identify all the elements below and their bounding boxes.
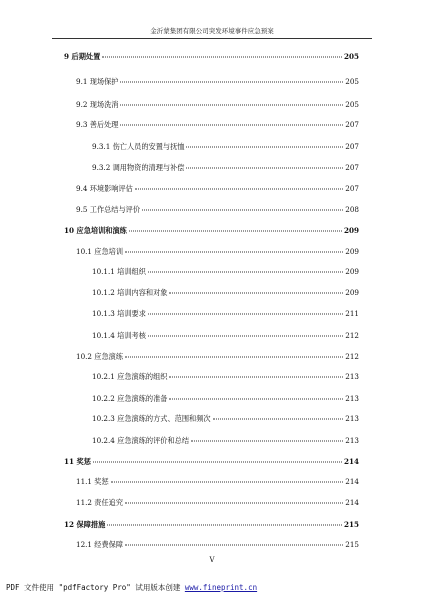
toc-entry[interactable]	[76, 184, 359, 194]
toc-entry-page: 209	[345, 247, 359, 256]
toc-entry-label: 10.2.2 应急演练的准备	[92, 394, 168, 403]
toc-entry[interactable]	[92, 267, 359, 277]
toc-entry-label: 10 应急培训和演练	[64, 226, 127, 235]
toc-leader-dots	[125, 252, 343, 253]
toc-entry[interactable]	[76, 498, 359, 508]
toc-entry-label: 10.1.4 培训考核	[92, 331, 146, 340]
toc-entry-page: 207	[345, 184, 359, 193]
toc-leader-dots	[191, 441, 343, 442]
toc-entry[interactable]	[64, 520, 359, 530]
toc-entry[interactable]	[64, 457, 359, 467]
header-title: 金沂蒙集团有限公司突发环境事件应急预案	[150, 27, 274, 35]
toc-entry-page: 214	[345, 477, 359, 486]
toc-entry-label: 10.1 应急培训	[76, 247, 124, 256]
toc-leader-dots	[148, 336, 343, 337]
toc-entry-page: 215	[345, 540, 359, 549]
toc-entry[interactable]	[76, 247, 359, 257]
toc-leader-dots	[142, 210, 343, 211]
toc-entry[interactable]	[92, 163, 359, 173]
toc-leader-dots	[125, 357, 343, 358]
toc-entry-page: 212	[345, 352, 359, 361]
toc-entry-label: 9 后期处置	[64, 52, 101, 61]
toc-entry[interactable]	[76, 100, 359, 110]
toc-entry[interactable]	[92, 331, 359, 341]
toc-leader-dots	[125, 545, 343, 546]
toc-entry-label: 9.4 环境影响评估	[76, 184, 133, 193]
toc-entry-page: 209	[345, 267, 359, 276]
toc-leader-dots	[93, 462, 342, 463]
toc-entry[interactable]	[92, 288, 359, 298]
toc-entry-page: 207	[345, 142, 359, 151]
toc-entry[interactable]	[76, 477, 359, 487]
toc-entry-label: 11 奖惩	[64, 457, 91, 466]
toc-entry[interactable]	[76, 540, 359, 550]
toc-leader-dots	[169, 293, 343, 294]
toc-entry-label: 10.1.3 培训要求	[92, 309, 146, 318]
toc-leader-dots	[102, 57, 342, 58]
toc-leader-dots	[186, 147, 343, 148]
toc-leader-dots	[129, 231, 342, 232]
toc-leader-dots	[148, 272, 343, 273]
toc-entry-label: 10.2.4 应急演练的评价和总结	[92, 436, 190, 445]
toc-leader-dots	[125, 503, 343, 504]
toc-entry[interactable]	[92, 414, 359, 424]
toc-entry-page: 205	[345, 77, 359, 86]
toc-entry[interactable]	[76, 77, 359, 87]
toc-leader-dots	[148, 314, 343, 315]
toc-entry-page: 208	[345, 205, 359, 214]
toc-entry-label: 9.1 现场保护	[76, 77, 119, 86]
toc-entry-label: 9.5 工作总结与评价	[76, 205, 141, 214]
toc-entry[interactable]	[76, 205, 359, 215]
toc-entry[interactable]	[92, 436, 359, 446]
toc-entry-page: 214	[345, 498, 359, 507]
toc-entry-page: 212	[345, 331, 359, 340]
toc-leader-dots	[120, 105, 343, 106]
toc-leader-dots	[169, 377, 343, 378]
toc-entry-page: 213	[345, 436, 359, 445]
toc-entry-label: 10.2.3 应急演练的方式、范围和频次	[92, 414, 211, 423]
toc-leader-dots	[135, 189, 343, 190]
toc-entry-page: 207	[345, 163, 359, 172]
toc-entry-label: 10.1.2 培训内容和对象	[92, 288, 168, 297]
page-header	[52, 26, 372, 39]
toc-entry[interactable]	[64, 52, 359, 62]
toc-entry-page: 214	[343, 457, 359, 466]
toc-entry-page: 215	[343, 520, 359, 529]
page-number: V	[209, 556, 215, 564]
toc-entry[interactable]	[92, 309, 359, 319]
footer-link[interactable]: www.fineprint.cn	[184, 583, 258, 592]
toc-entry-label: 9.2 现场洗消	[76, 100, 119, 109]
toc-entry-page: 207	[345, 120, 359, 129]
toc-leader-dots	[169, 399, 343, 400]
toc-entry-label: 12.1 经费保障	[76, 540, 124, 549]
toc-leader-dots	[111, 482, 344, 483]
toc-entry-page: 209	[343, 226, 359, 235]
toc-entry-label: 9.3 善后处理	[76, 120, 119, 129]
toc-entry-page: 211	[345, 309, 359, 318]
toc-entry-label: 12 保障措施	[64, 520, 106, 529]
toc-entry[interactable]	[76, 352, 359, 362]
toc-entry-page: 213	[345, 414, 359, 423]
toc-entry-label: 11.2 责任追究	[76, 498, 124, 507]
toc-entry[interactable]	[92, 394, 359, 404]
toc-leader-dots	[107, 525, 342, 526]
toc-entry-label: 10.2.1 应急演练的组织	[92, 372, 168, 381]
toc-entry[interactable]	[92, 372, 359, 382]
toc-entry-page: 205	[345, 100, 359, 109]
toc-leader-dots	[120, 82, 343, 83]
toc-leader-dots	[120, 125, 343, 126]
toc-entry-label: 9.3.1 伤亡人员的安置与抚恤	[92, 142, 185, 151]
toc-entry-label: 9.3.2 调用物资的清理与补偿	[92, 163, 185, 172]
toc-entry[interactable]	[76, 120, 359, 130]
toc-leader-dots	[213, 419, 344, 420]
toc-entry[interactable]	[92, 142, 359, 152]
toc-entry[interactable]	[64, 226, 359, 236]
toc-entry-page: 213	[345, 394, 359, 403]
toc-leader-dots	[186, 168, 343, 169]
toc-entry-label: 10.2 应急演练	[76, 352, 124, 361]
toc-entry-page: 205	[343, 52, 359, 61]
footer-text: PDF 文件使用 "pdfFactory Pro" 试用版本创建	[6, 583, 185, 592]
toc-entry-page: 209	[345, 288, 359, 297]
toc-entry-page: 213	[345, 372, 359, 381]
toc-entry-label: 11.1 奖惩	[76, 477, 109, 486]
pdf-footer	[6, 582, 257, 593]
toc-entry-label: 10.1.1 培训组织	[92, 267, 146, 276]
